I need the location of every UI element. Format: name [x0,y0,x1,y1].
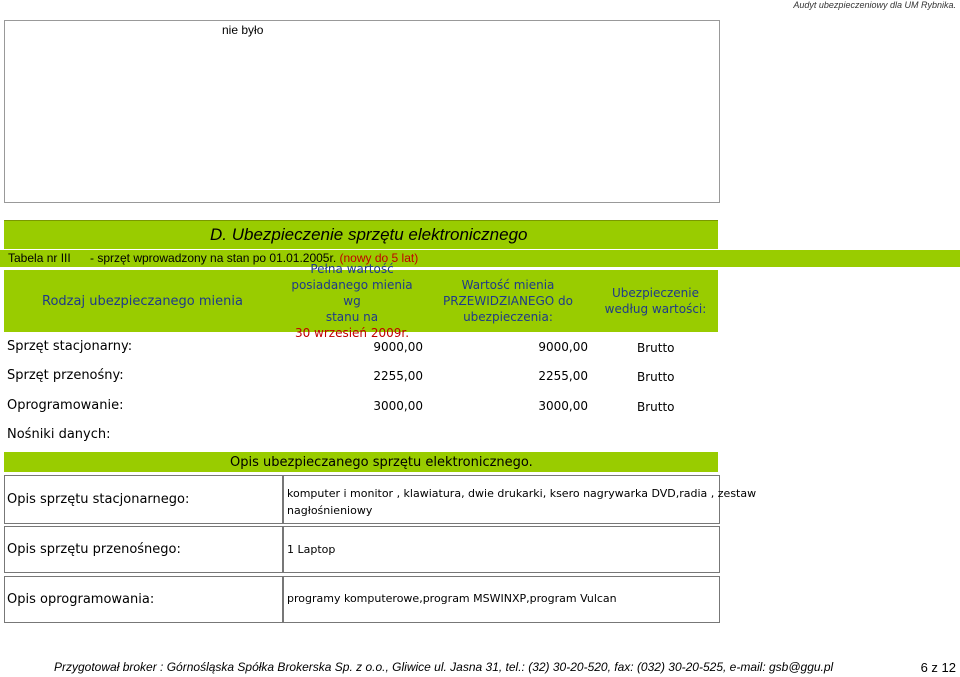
header-wartosc-mienia [423,270,593,332]
header-pelna-wartosc [281,262,423,340]
desc-line: nagłośnieniowy [287,504,373,517]
row-value-ubezp: Brutto [637,370,675,384]
desc-label-stacjonarny: Opis sprzętu stacjonarnego: [7,492,190,507]
header-note: Audyt ubezpieczeniowy dla UM Rybnika. [793,0,956,10]
desc-text-stacjonarny [287,485,756,519]
section-title: D. Ubezpieczenie sprzętu elektronicznego [210,225,528,244]
row-label-stacjonarny: Sprzęt stacjonarny: [7,339,133,354]
tabela-desc-red: (nowy do 5 lat) [336,251,419,265]
top-note: nie było [222,23,264,37]
page-number: 6 z 12 [920,660,956,675]
tabela-label: Tabela nr III [8,251,71,265]
row-label-nosniki: Nośniki danych: [7,427,111,442]
header-pelna-line3: stanu na [325,310,379,324]
header-wartosc-line3: ubezpieczenia: [463,310,553,324]
header-pelna-line2: posiadanego mienia wg [291,278,413,308]
row-label-oprogramowanie: Oprogramowanie: [7,398,124,413]
desc-text-box [282,526,720,573]
header-wartosc-line1: Wartość mienia [461,278,555,292]
opis-title: Opis ubezpieczanego sprzętu elektronicznego. [230,455,533,470]
header-pelna-line1: Pełna wartość [310,262,394,276]
row-value-przewidziana: 3000,00 [538,399,588,413]
header-rodzaj: Rodzaj ubezpieczanego mienia [4,270,281,332]
desc-label-oprogramowanie: Opis oprogramowania: [7,592,155,607]
header-ubezpieczenie: Ubezpieczenie według wartości: [593,270,718,332]
desc-text-oprogramowanie: programy komputerowe,program MSWINXP,program Vulcan [287,592,617,605]
row-value-ubezp: Brutto [637,400,675,414]
row-label-przenosny: Sprzęt przenośny: [7,368,124,383]
row-value-pelna: 3000,00 [373,399,423,413]
desc-text-przenosny: 1 Laptop [287,543,336,556]
header-wartosc-line2: PRZEWIDZIANEGO do [442,294,574,308]
desc-label-przenosny: Opis sprzętu przenośnego: [7,542,181,557]
row-value-przewidziana: 2255,00 [538,369,588,383]
header-pelna-date: 30 wrzesień 2009r. [294,326,410,340]
top-empty-box [4,20,720,203]
row-value-pelna: 9000,00 [373,340,423,354]
desc-line: komputer i monitor , klawiatura, dwie drukarki, ksero nagrywarka DVD,radia , zestaw [287,487,757,500]
tabela-desc-text: - sprzęt wprowadzony na stan po 01.01.2005r. [90,251,337,265]
row-value-przewidziana: 9000,00 [538,340,588,354]
footer-broker-info: Przygotował broker : Górnośląska Spółka Brokerska Sp. z o.o., Gliwice ul. Jasna 31, tel.: (32) 30-20-520, fax: (032) 30-20-525, e-mail: gsb@ggu.pl [54,660,834,674]
row-value-pelna: 2255,00 [373,369,423,383]
row-value-ubezp: Brutto [637,341,675,355]
